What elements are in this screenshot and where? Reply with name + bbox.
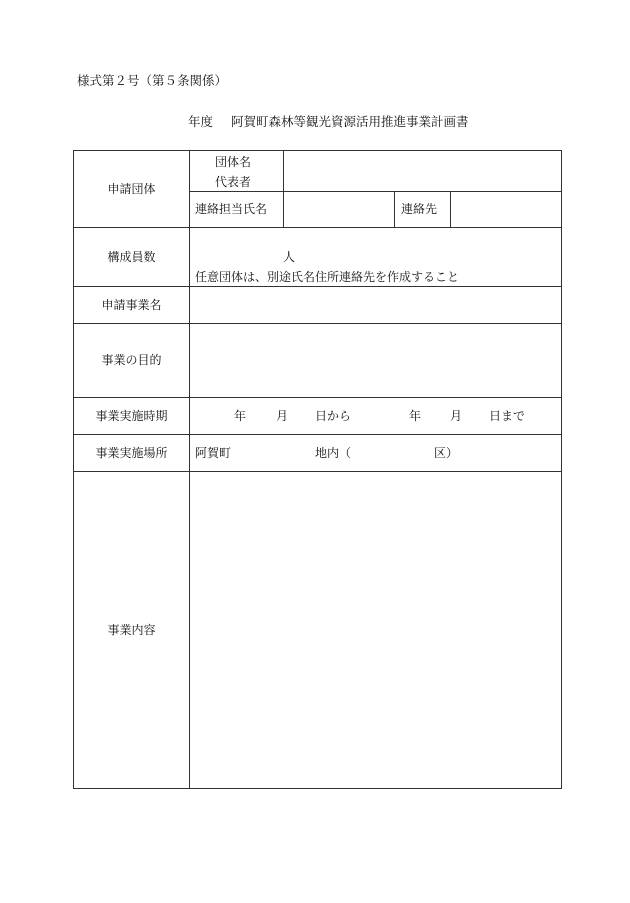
content-label: 事業内容 bbox=[107, 623, 156, 637]
org-name-label: 団体名 bbox=[215, 155, 252, 169]
period-year-end: 年 bbox=[409, 409, 422, 423]
project-name-label: 申請事業名 bbox=[101, 298, 162, 312]
members-note: 任意団体は、別途氏名住所連絡先を作成すること bbox=[195, 270, 460, 284]
period-month-start: 月 bbox=[276, 409, 289, 423]
contact-person-label: 連絡担当氏名 bbox=[195, 202, 268, 216]
members-label: 構成員数 bbox=[107, 250, 156, 264]
period-day-to: 日まで bbox=[489, 409, 526, 423]
purpose-label: 事業の目的 bbox=[101, 353, 162, 367]
location-area: 地内（ bbox=[315, 446, 352, 460]
representative-label: 代表者 bbox=[215, 175, 252, 189]
period-year-start: 年 bbox=[234, 409, 247, 423]
period-day-from: 日から bbox=[315, 409, 352, 423]
title-main: 阿賀町森林等観光資源活用推進事業計画書 bbox=[231, 114, 469, 129]
location-district: 区） bbox=[434, 446, 459, 460]
location-label: 事業実施場所 bbox=[95, 446, 168, 460]
form-number: 様式第２号（第５条関係） bbox=[77, 73, 228, 88]
members-unit: 人 bbox=[283, 250, 296, 264]
purpose-field[interactable] bbox=[190, 324, 561, 397]
period-label: 事業実施時期 bbox=[95, 409, 168, 423]
org-name-field[interactable] bbox=[284, 151, 561, 191]
contact-field[interactable] bbox=[451, 192, 561, 227]
location-town: 阿賀町 bbox=[195, 446, 232, 460]
period-month-end: 月 bbox=[450, 409, 463, 423]
contact-person-field[interactable] bbox=[284, 192, 394, 227]
content-field[interactable] bbox=[190, 472, 561, 788]
contact-label: 連絡先 bbox=[401, 202, 438, 216]
title-year: 年度 bbox=[188, 114, 214, 129]
project-name-field[interactable] bbox=[190, 287, 561, 323]
applicant-label: 申請団体 bbox=[107, 182, 156, 196]
